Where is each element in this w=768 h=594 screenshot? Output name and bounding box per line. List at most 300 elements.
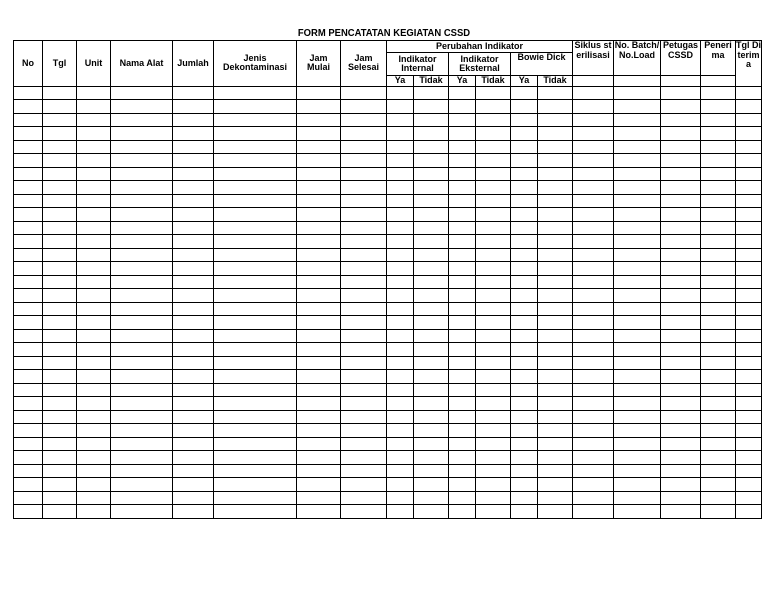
table-cell	[538, 113, 573, 127]
table-cell	[538, 248, 573, 262]
header-petugas-blank	[661, 76, 701, 87]
table-cell	[111, 167, 173, 181]
table-cell	[476, 343, 511, 357]
table-cell	[111, 275, 173, 289]
table-cell	[387, 397, 414, 411]
table-cell	[414, 100, 449, 114]
table-cell	[736, 478, 762, 492]
table-cell	[573, 86, 614, 100]
table-cell	[77, 356, 111, 370]
table-cell	[614, 370, 661, 384]
table-cell	[43, 424, 77, 438]
table-cell	[341, 208, 387, 222]
table-cell	[661, 127, 701, 141]
table-cell	[77, 113, 111, 127]
table-cell	[736, 127, 762, 141]
header-internal-tidak: Tidak	[414, 76, 449, 87]
table-cell	[77, 235, 111, 249]
table-cell	[341, 316, 387, 330]
table-cell	[43, 383, 77, 397]
table-cell	[43, 167, 77, 181]
table-cell	[511, 154, 538, 168]
table-cell	[43, 289, 77, 303]
table-cell	[573, 275, 614, 289]
table-cell	[661, 302, 701, 316]
table-cell	[476, 289, 511, 303]
table-cell	[297, 464, 341, 478]
table-cell	[77, 248, 111, 262]
table-cell	[701, 100, 736, 114]
table-cell	[538, 383, 573, 397]
table-cell	[173, 235, 214, 249]
table-cell	[111, 505, 173, 519]
table-cell	[511, 86, 538, 100]
table-cell	[573, 316, 614, 330]
table-cell	[43, 356, 77, 370]
table-cell	[297, 100, 341, 114]
cssd-activity-table	[13, 40, 762, 519]
table-cell	[43, 208, 77, 222]
table-cell	[614, 478, 661, 492]
table-cell	[476, 262, 511, 276]
table-cell	[173, 356, 214, 370]
table-cell	[214, 167, 297, 181]
table-cell	[614, 86, 661, 100]
table-cell	[476, 86, 511, 100]
table-cell	[43, 262, 77, 276]
table-cell	[661, 167, 701, 181]
table-cell	[449, 383, 476, 397]
header-jam-mulai: Jam Mulai	[297, 41, 341, 87]
header-perubahan-indikator: Perubahan Indikator	[387, 41, 573, 53]
table-cell	[449, 464, 476, 478]
table-cell	[701, 451, 736, 465]
table-cell	[173, 127, 214, 141]
table-cell	[77, 370, 111, 384]
table-cell	[614, 302, 661, 316]
table-cell	[387, 275, 414, 289]
table-cell	[414, 383, 449, 397]
table-cell	[214, 451, 297, 465]
table-cell	[661, 248, 701, 262]
table-cell	[387, 491, 414, 505]
table-cell	[297, 370, 341, 384]
header-siklus-blank	[573, 76, 614, 87]
table-cell	[701, 316, 736, 330]
table-row	[14, 275, 762, 289]
table-cell	[614, 100, 661, 114]
table-cell	[14, 464, 43, 478]
table-cell	[661, 370, 701, 384]
table-cell	[297, 289, 341, 303]
table-cell	[173, 329, 214, 343]
header-jumlah: Jumlah	[173, 41, 214, 87]
table-cell	[43, 181, 77, 195]
table-cell	[538, 491, 573, 505]
table-cell	[449, 451, 476, 465]
table-cell	[297, 154, 341, 168]
table-cell	[414, 491, 449, 505]
table-cell	[77, 181, 111, 195]
table-cell	[538, 464, 573, 478]
table-cell	[173, 491, 214, 505]
table-cell	[77, 167, 111, 181]
table-cell	[573, 505, 614, 519]
table-cell	[661, 154, 701, 168]
table-cell	[661, 329, 701, 343]
table-cell	[538, 316, 573, 330]
table-cell	[573, 248, 614, 262]
table-cell	[341, 167, 387, 181]
table-cell	[511, 464, 538, 478]
table-cell	[387, 437, 414, 451]
table-cell	[701, 235, 736, 249]
table-cell	[701, 262, 736, 276]
table-cell	[476, 464, 511, 478]
table-cell	[661, 491, 701, 505]
table-cell	[661, 356, 701, 370]
table-row	[14, 86, 762, 100]
table-cell	[214, 316, 297, 330]
table-row	[14, 127, 762, 141]
table-cell	[14, 289, 43, 303]
table-cell	[736, 86, 762, 100]
table-cell	[538, 275, 573, 289]
table-cell	[511, 451, 538, 465]
table-cell	[614, 383, 661, 397]
table-cell	[476, 370, 511, 384]
table-cell	[214, 100, 297, 114]
table-cell	[701, 127, 736, 141]
table-cell	[43, 100, 77, 114]
table-cell	[614, 505, 661, 519]
table-cell	[341, 343, 387, 357]
table-cell	[43, 437, 77, 451]
table-cell	[614, 221, 661, 235]
table-cell	[43, 154, 77, 168]
table-cell	[14, 127, 43, 141]
table-cell	[387, 505, 414, 519]
table-cell	[341, 397, 387, 411]
table-cell	[573, 383, 614, 397]
table-cell	[476, 424, 511, 438]
table-cell	[736, 100, 762, 114]
table-cell	[414, 289, 449, 303]
table-cell	[14, 370, 43, 384]
table-row	[14, 316, 762, 330]
table-cell	[449, 167, 476, 181]
table-cell	[701, 275, 736, 289]
table-cell	[173, 410, 214, 424]
table-cell	[538, 397, 573, 411]
table-cell	[341, 113, 387, 127]
table-cell	[341, 464, 387, 478]
table-row	[14, 383, 762, 397]
table-cell	[77, 437, 111, 451]
table-cell	[511, 302, 538, 316]
table-cell	[214, 464, 297, 478]
table-cell	[173, 154, 214, 168]
table-cell	[387, 464, 414, 478]
table-cell	[538, 370, 573, 384]
table-cell	[414, 113, 449, 127]
table-cell	[387, 86, 414, 100]
table-cell	[387, 262, 414, 276]
table-cell	[297, 383, 341, 397]
table-cell	[173, 100, 214, 114]
table-cell	[14, 437, 43, 451]
table-row	[14, 397, 762, 411]
table-cell	[173, 140, 214, 154]
table-cell	[341, 356, 387, 370]
table-cell	[111, 86, 173, 100]
table-cell	[43, 275, 77, 289]
table-cell	[387, 451, 414, 465]
table-cell	[449, 491, 476, 505]
table-cell	[511, 100, 538, 114]
table-cell	[701, 113, 736, 127]
table-row	[14, 451, 762, 465]
table-cell	[476, 181, 511, 195]
table-cell	[387, 410, 414, 424]
table-cell	[511, 329, 538, 343]
table-cell	[476, 154, 511, 168]
table-cell	[111, 127, 173, 141]
table-cell	[538, 86, 573, 100]
table-cell	[77, 154, 111, 168]
table-cell	[14, 248, 43, 262]
table-cell	[214, 329, 297, 343]
table-cell	[701, 356, 736, 370]
table-cell	[511, 167, 538, 181]
table-cell	[214, 194, 297, 208]
table-cell	[511, 208, 538, 222]
table-cell	[43, 140, 77, 154]
table-row	[14, 370, 762, 384]
table-cell	[573, 370, 614, 384]
table-cell	[701, 464, 736, 478]
table-cell	[214, 424, 297, 438]
table-cell	[341, 491, 387, 505]
table-cell	[414, 329, 449, 343]
table-cell	[414, 140, 449, 154]
table-cell	[297, 343, 341, 357]
table-cell	[173, 167, 214, 181]
table-cell	[573, 491, 614, 505]
table-cell	[449, 505, 476, 519]
table-cell	[476, 410, 511, 424]
table-cell	[77, 140, 111, 154]
table-cell	[173, 194, 214, 208]
table-cell	[214, 505, 297, 519]
table-cell	[111, 478, 173, 492]
table-cell	[77, 491, 111, 505]
table-cell	[538, 262, 573, 276]
table-cell	[701, 410, 736, 424]
table-cell	[341, 235, 387, 249]
table-cell	[538, 194, 573, 208]
table-cell	[614, 329, 661, 343]
table-cell	[538, 127, 573, 141]
table-cell	[538, 221, 573, 235]
table-cell	[538, 154, 573, 168]
table-cell	[297, 410, 341, 424]
table-cell	[511, 113, 538, 127]
table-cell	[341, 424, 387, 438]
table-cell	[111, 356, 173, 370]
table-cell	[701, 383, 736, 397]
table-cell	[614, 113, 661, 127]
header-batch-blank	[614, 76, 661, 87]
table-cell	[341, 262, 387, 276]
table-cell	[511, 505, 538, 519]
table-cell	[476, 397, 511, 411]
table-row	[14, 343, 762, 357]
table-cell	[77, 424, 111, 438]
table-cell	[701, 289, 736, 303]
table-cell	[661, 464, 701, 478]
table-cell	[449, 127, 476, 141]
table-cell	[414, 86, 449, 100]
table-cell	[476, 140, 511, 154]
table-cell	[111, 491, 173, 505]
table-cell	[173, 86, 214, 100]
table-cell	[387, 383, 414, 397]
table-row	[14, 113, 762, 127]
table-cell	[43, 505, 77, 519]
table-cell	[476, 356, 511, 370]
header-indikator-internal: Indikator Internal	[387, 53, 449, 76]
table-cell	[297, 491, 341, 505]
table-cell	[297, 478, 341, 492]
table-cell	[449, 140, 476, 154]
table-cell	[414, 167, 449, 181]
table-cell	[341, 370, 387, 384]
table-cell	[77, 208, 111, 222]
header-no: No	[14, 41, 43, 87]
table-cell	[111, 113, 173, 127]
table-cell	[476, 437, 511, 451]
table-cell	[43, 302, 77, 316]
header-jam-selesai: Jam Selesai	[341, 41, 387, 87]
table-cell	[214, 289, 297, 303]
table-cell	[661, 451, 701, 465]
table-cell	[476, 302, 511, 316]
table-cell	[573, 208, 614, 222]
table-cell	[614, 397, 661, 411]
table-cell	[77, 397, 111, 411]
table-cell	[701, 181, 736, 195]
table-row	[14, 208, 762, 222]
table-cell	[736, 451, 762, 465]
table-cell	[414, 437, 449, 451]
table-cell	[387, 289, 414, 303]
table-cell	[214, 356, 297, 370]
table-cell	[701, 505, 736, 519]
table-cell	[14, 194, 43, 208]
table-cell	[701, 208, 736, 222]
table-row	[14, 505, 762, 519]
table-cell	[297, 113, 341, 127]
table-cell	[214, 208, 297, 222]
table-cell	[173, 208, 214, 222]
table-cell	[341, 127, 387, 141]
table-cell	[661, 194, 701, 208]
table-cell	[538, 343, 573, 357]
table-cell	[14, 302, 43, 316]
table-cell	[538, 356, 573, 370]
table-cell	[111, 194, 173, 208]
table-cell	[111, 181, 173, 195]
table-cell	[511, 248, 538, 262]
table-cell	[449, 275, 476, 289]
table-cell	[43, 113, 77, 127]
table-cell	[14, 343, 43, 357]
table-cell	[414, 275, 449, 289]
table-cell	[111, 370, 173, 384]
table-cell	[661, 275, 701, 289]
table-cell	[297, 140, 341, 154]
table-cell	[14, 154, 43, 168]
table-cell	[476, 505, 511, 519]
header-jenis-dekontaminasi: Jenis Dekontaminasi	[214, 41, 297, 87]
table-cell	[476, 478, 511, 492]
table-cell	[341, 275, 387, 289]
header-internal-ya: Ya	[387, 76, 414, 87]
table-cell	[511, 127, 538, 141]
table-cell	[614, 289, 661, 303]
table-cell	[736, 275, 762, 289]
header-siklus-sterilisasi: Siklus sterilisasi	[573, 41, 614, 76]
table-cell	[449, 410, 476, 424]
table-cell	[387, 181, 414, 195]
table-cell	[387, 221, 414, 235]
table-cell	[43, 316, 77, 330]
table-cell	[476, 491, 511, 505]
table-cell	[736, 302, 762, 316]
table-cell	[661, 208, 701, 222]
table-cell	[414, 343, 449, 357]
table-cell	[701, 478, 736, 492]
table-cell	[387, 424, 414, 438]
table-cell	[14, 221, 43, 235]
table-cell	[701, 154, 736, 168]
table-cell	[511, 478, 538, 492]
header-bowie-ya: Ya	[511, 76, 538, 87]
table-cell	[387, 100, 414, 114]
table-cell	[476, 100, 511, 114]
header-penerima-blank	[701, 76, 736, 87]
table-cell	[43, 451, 77, 465]
table-cell	[43, 464, 77, 478]
table-cell	[387, 113, 414, 127]
table-cell	[511, 289, 538, 303]
table-cell	[77, 289, 111, 303]
table-cell	[701, 302, 736, 316]
table-cell	[341, 248, 387, 262]
table-cell	[414, 356, 449, 370]
table-cell	[511, 262, 538, 276]
table-cell	[511, 370, 538, 384]
table-cell	[736, 208, 762, 222]
table-cell	[573, 302, 614, 316]
table-cell	[173, 316, 214, 330]
table-row	[14, 248, 762, 262]
table-cell	[661, 100, 701, 114]
table-cell	[77, 383, 111, 397]
table-cell	[573, 262, 614, 276]
table-cell	[573, 397, 614, 411]
